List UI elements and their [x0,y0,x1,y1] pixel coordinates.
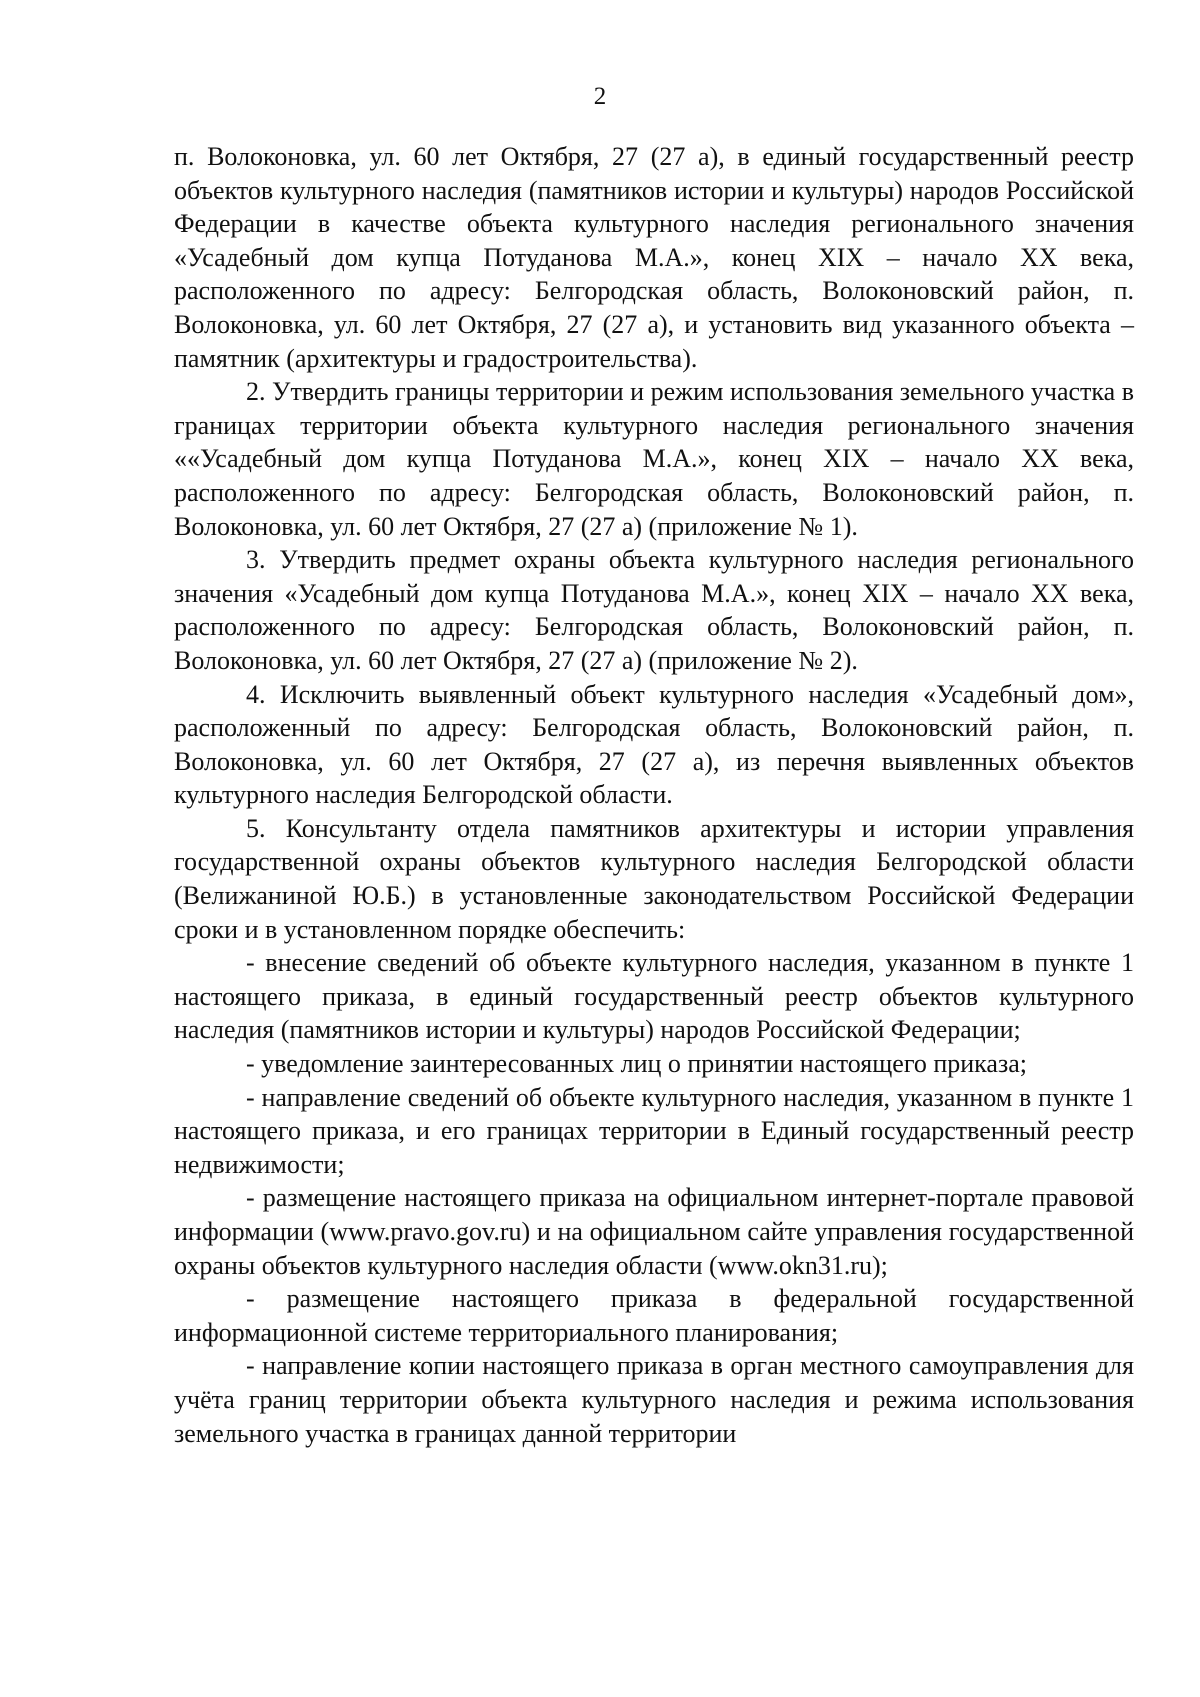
list-item-notification: - уведомление заинтересованных лиц о принятии настоящего приказа; [246,1049,1027,1079]
paragraph-item-5: 5. Консультанту отдела памятников архитектуры и истории управления государственной охраны объектов культурного наследия Белгородской области (Велижаниной Ю.Б.) в установленные законодательством Российской Федерации сроки и в установленном порядке обеспечить: [174,813,1134,944]
paragraph-item-3: 3. Утвердить предмет охраны объекта культурного наследия регионального значения «Усадебный дом купца Потуданова М.А.», конец XIX – начало XX века, расположенного по адресу: Белгородская область, Волоконовский район, п. Волоконовка, ул. 60 лет Октября, 27 (27 а) (приложение № 2). [174,545,1134,675]
list-item-local-government: - направление копии настоящего приказа в орган местного самоуправления для учёта границ территории объекта культурного наследия и режима использования земельного участка в границах данной территории [174,1351,1134,1448]
list-item-registry-entry: - внесение сведений об объекте культурного наследия, указанном в пункте 1 настоящего приказа, в единый государственный реестр объектов культурного наследия (памятников истории и культуры) народов Российской Федерации; [174,948,1134,1045]
list-item-federal-system: - размещение настоящего приказа в федеральной государственной информационной системе территориального планирования; [174,1284,1134,1347]
paragraph-item-4: 4. Исключить выявленный объект культурного наследия «Усадебный дом», расположенный по адресу: Белгородская область, Волоконовский район, п. Волоконовка, ул. 60 лет Октября, 27 (27 а), из перечня выявленных объектов культурного наследия Белгородской области. [174,679,1134,810]
list-item-publication: - размещение настоящего приказа на официальном интернет-портале правовой информации (www.pravo.gov.ru) и на официальном сайте управления государственной охраны объектов культурного наследия области (www.okn31.ru); [174,1183,1134,1280]
paragraph-continuation: п. Волоконовка, ул. 60 лет Октября, 27 (27 а), в единый государственный реестр объектов культурного наследия (памятников истории и культуры) народов Российской Федерации в качестве объекта культурного наследия регионального значения «Усадебный дом купца Потуданова М.А.», конец XIX – начало XX века, расположенного по адресу: Белгородская область, Волоконовский район, п. Волоконовка, ул. 60 лет Октября, 27 (27 а), и установить вид указанного объекта – памятник (архитектуры и градостроительства). [174,142,1134,373]
paragraph-item-2: 2. Утвердить границы территории и режим использования земельного участка в границах территории объекта культурного наследия регионального значения ««Усадебный дом купца Потуданова М.А.», конец XIX – начало XX века, расположенного по адресу: Белгородская область, Волоконовский район, п. Волоконовка, ул. 60 лет Октября, 27 (27 а) (приложение № 1). [174,377,1134,541]
document-body [174,140,1134,1450]
page-number: 2 [593,83,607,110]
list-item-real-estate-registry: - направление сведений об объекте культурного наследия, указанном в пункте 1 настоящего приказа, и его границах территории в Единый государственный реестр недвижимости; [174,1082,1134,1179]
